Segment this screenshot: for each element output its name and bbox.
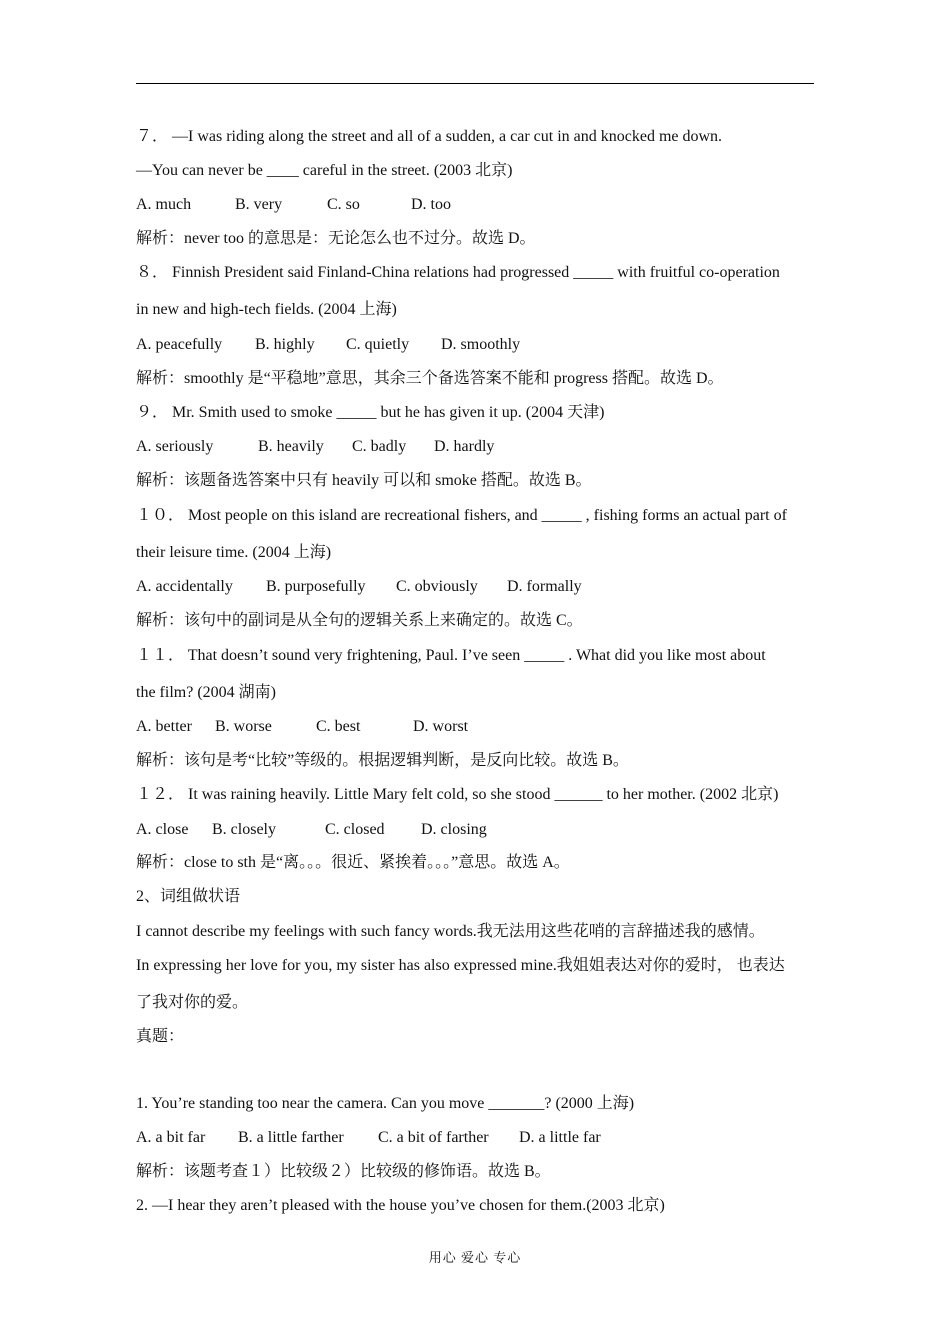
practice-1-analysis: 解析：该题考查１）比较级２）比较级的修饰语。故选 B。: [136, 1163, 551, 1180]
option: D. hardly: [434, 438, 495, 455]
question-9-analysis: 解析：该题备选答案中只有 heavily 可以和 smoke 搭配。故选 B。: [136, 472, 592, 489]
question-7-line1: ７． —I was riding along the street and all of a sudden, a car cut in and knocked me down.: [136, 128, 723, 145]
question-9-options: [136, 437, 816, 457]
option: A. peacefully: [136, 336, 223, 353]
question-11-options: [136, 717, 816, 737]
option: B. purposefully: [266, 578, 366, 595]
question-10-line2: their leisure time. (2004 上海): [136, 544, 332, 561]
page-footer: 用心 爱心 专心: [428, 1250, 522, 1265]
option: D. formally: [507, 578, 582, 595]
question-11-line1: １１． That doesn’t sound very frightening, Paul. I’ve seen _____ . What did you like most about: [136, 647, 766, 664]
option: D. worst: [413, 718, 469, 735]
option: A. seriously: [136, 438, 214, 455]
practice-1-line1: 1. You’re standing too near the camera. Can you move _______? (2000 上海): [136, 1095, 635, 1112]
option: D. closing: [421, 821, 487, 838]
example-1: I cannot describe my feelings with such fancy words.我无法用这些花哨的言辞描述我的感情。: [136, 923, 765, 940]
example-2-line2: 了我对你的爱。: [136, 994, 249, 1011]
option: A. accidentally: [136, 578, 233, 595]
option: D. smoothly: [441, 336, 521, 353]
section-heading: 2、词组做状语: [136, 888, 241, 905]
option: C. closed: [325, 821, 385, 838]
real-questions-heading: 真题：: [136, 1028, 185, 1045]
question-7-analysis: 解析：never too 的意思是：无论怎么也不过分。故选 D。: [136, 230, 536, 247]
option: B. worse: [215, 718, 272, 735]
option: B. a little farther: [238, 1129, 344, 1146]
option: D. too: [411, 196, 451, 213]
option: B. closely: [212, 821, 276, 838]
question-10-options: [136, 577, 816, 597]
question-7-options: [136, 195, 816, 215]
practice-2-line1: 2. —I hear they aren’t pleased with the house you’ve chosen for them.(2003 北京): [136, 1197, 665, 1214]
option: A. much: [136, 196, 192, 213]
question-11-analysis: 解析：该句是考“比较”等级的。根据逻辑判断，是反向比较。故选 B。: [136, 752, 629, 769]
option: B. highly: [255, 336, 315, 353]
option: B. very: [235, 196, 283, 213]
example-2-line1: In expressing her love for you, my sister has also expressed mine.我姐姐表达对你的爱时， 也表达: [136, 957, 785, 974]
question-11-line2: the film? (2004 湖南): [136, 684, 276, 701]
question-8-line1: ８． Finnish President said Finland-China relations had progressed _____ with fruitful co-operation: [136, 264, 780, 281]
option: C. so: [327, 196, 360, 213]
question-8-line2: in new and high-tech fields. (2004 上海): [136, 301, 397, 318]
practice-1-options: [136, 1128, 816, 1148]
option: D. a little far: [519, 1129, 601, 1146]
option: C. a bit of farther: [378, 1129, 489, 1146]
header-rule: [136, 83, 814, 84]
question-8-analysis: 解析：smoothly 是“平稳地”意思，其余三个备选答案不能和 progress 搭配。故选 D。: [136, 370, 724, 387]
question-12-analysis: 解析：close to sth 是“离。。。很近、紧挨着。。。”意思。故选 A。: [136, 854, 570, 871]
option: A. close: [136, 821, 189, 838]
option: C. badly: [352, 438, 407, 455]
option: A. a bit far: [136, 1129, 206, 1146]
question-7-line2: —You can never be ____ careful in the street. (2003 北京): [136, 162, 513, 179]
question-12-options: [136, 820, 816, 840]
question-8-options: [136, 335, 816, 355]
option: C. obviously: [396, 578, 478, 595]
option: C. best: [316, 718, 361, 735]
question-9-line1: ９． Mr. Smith used to smoke _____ but he has given it up. (2004 天津): [136, 404, 605, 421]
option: C. quietly: [346, 336, 410, 353]
question-10-line1: １０． Most people on this island are recreational fishers, and _____ , fishing forms an actual part of: [136, 507, 787, 524]
question-12-line1: １２． It was raining heavily. Little Mary felt cold, so she stood ______ to her mother. (2002 北京): [136, 786, 779, 803]
option: B. heavily: [258, 438, 324, 455]
question-10-analysis: 解析：该句中的副词是从全句的逻辑关系上来确定的。故选 C。: [136, 612, 583, 629]
option: A. better: [136, 718, 192, 735]
